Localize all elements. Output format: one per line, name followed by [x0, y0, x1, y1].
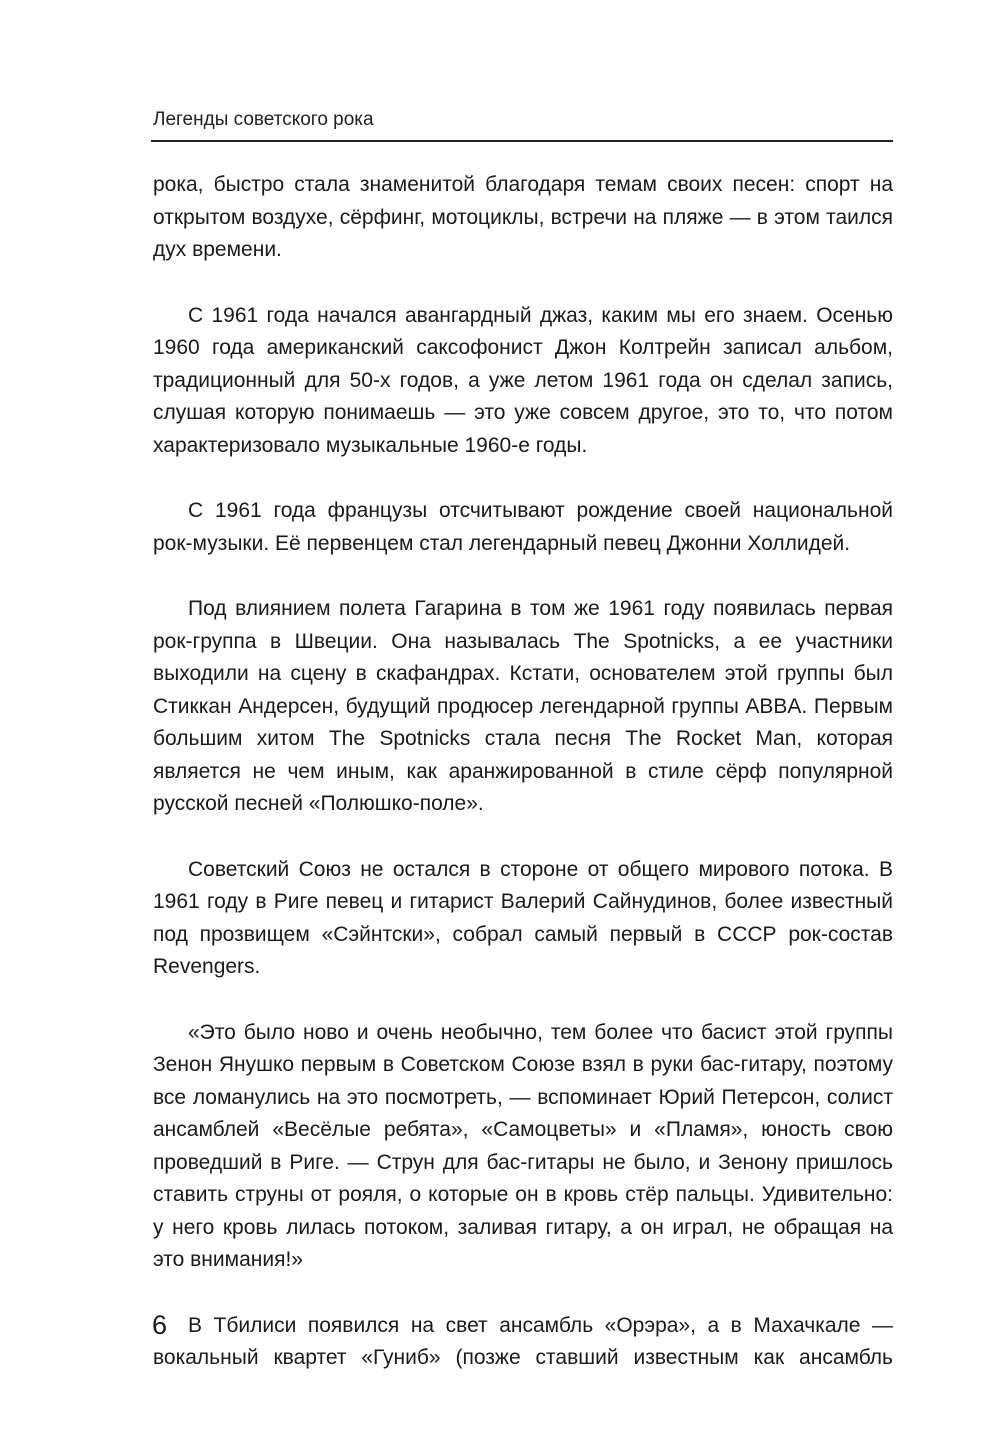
paragraph: Под влиянием полета Гагарина в том же 1961 году появилась первая рок-группа в Швеции. Она называлась The Spotnicks, а ее участники выходили на сцену в скафандрах. Кстати, основателем этой группы был Стиккан Андерсен, будущий продюсер легендарной группы ABBA. Первым большим хитом The Spotnicks стала песня The Rocket Man, которая является не чем иным, как аранжированной в стиле сёрф популярной русской песней «Полюшко-поле». [153, 597, 893, 815]
paragraph: С 1961 года начался авангардный джаз, каким мы его знаем. Осенью 1960 года американский саксофонист Джон Колтрейн записал альбом, традиционный для 50-х годов, а уже летом 1961 года он сделал запись, слушая которую понимаешь — это уже совсем другое, это то, что потом характеризовало музыкальные 1960-е годы. [153, 303, 893, 457]
page-number: 6 [152, 1310, 168, 1340]
paragraph-continued: рока, быстро стала знаменитой благодаря темам своих песен: спорт на открытом воздухе, сёрфинг, мотоциклы, встречи на пляже — в этом таился дух времени. [153, 173, 893, 261]
body-text [153, 169, 893, 1408]
paragraph: Советский Союз не остался в стороне от общего мирового потока. В 1961 году в Риге певец и гитарист Валерий Сайнудинов, более известный под прозвищем «Сэйнтски», собрал самый первый в СССР рок-состав Revengers. [153, 857, 893, 978]
header-rule [151, 140, 893, 142]
paragraph: С 1961 года французы отсчитывают рождение своей национальной рок-музыки. Её первенцем стал легендарный певец Джонни Холлидей. [153, 499, 893, 555]
paragraph-quote: «Это было ново и очень необычно, тем более что басист этой группы Зенон Янушко первым в Советском Союзе взял в руки бас-гитару, поэтому все ломанулись на это посмотреть, — вспоминает Юрий Петерсон, солист ансамблей «Весёлые ребята», «Самоцветы» и «Пламя», юность свою проведший в Риге. — Струн для бас-гитары не было, и Зенону пришлось ставить струны от рояля, о которые он в кровь стёр пальцы. Удивительно: у него кровь лилась потоком, заливая гитару, а он играл, не обращая на это внимания!» [153, 1020, 893, 1271]
running-head: Легенды советского рока [153, 109, 374, 130]
paragraph: В Тбилиси появился на свет ансамбль «Орэра», а в Махачкале — вокальный квартет «Гуниб» (позже ставший известным как ансамбль [153, 1313, 893, 1369]
